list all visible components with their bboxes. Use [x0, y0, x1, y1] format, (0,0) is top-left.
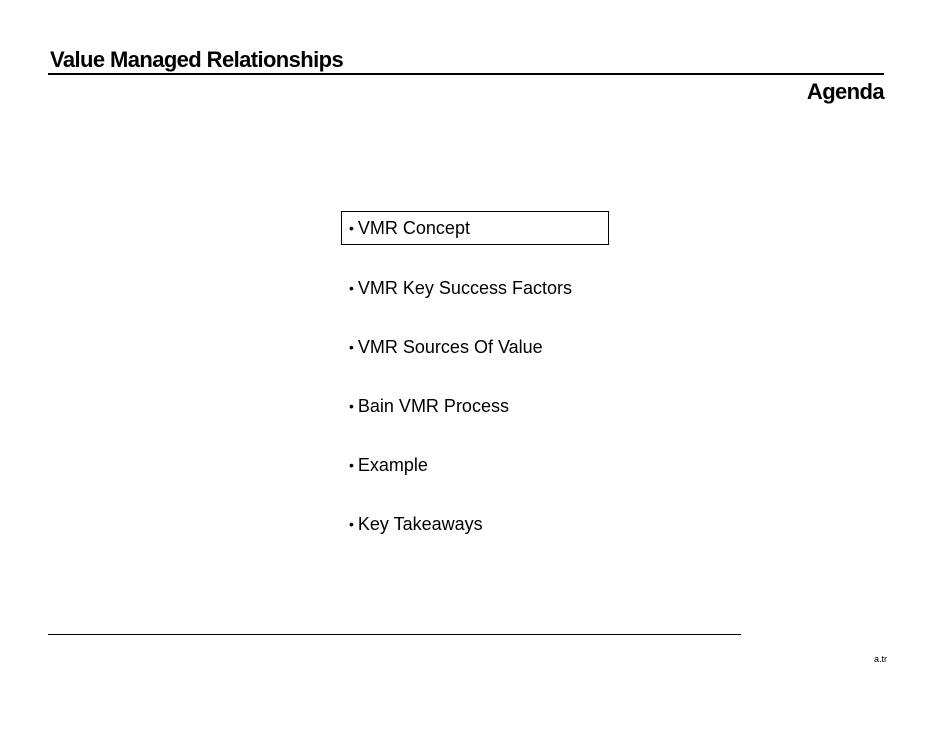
agenda-item-key-takeaways	[341, 507, 609, 541]
document-title: Value Managed Relationships	[50, 47, 344, 72]
bullet-icon: •	[349, 398, 354, 414]
bullet-icon: •	[349, 457, 354, 473]
bullet-icon: •	[349, 280, 354, 296]
bullet-icon: •	[349, 516, 354, 532]
agenda-item-label: VMR Sources Of Value	[357, 337, 543, 357]
section-title: Agenda	[806, 79, 884, 104]
page-number: a.tr	[874, 654, 888, 664]
title-divider	[48, 73, 884, 75]
bullet-icon: •	[349, 339, 354, 355]
agenda-item-key-success-factors	[341, 271, 609, 305]
agenda-item-sources-of-value	[341, 330, 609, 364]
bullet-icon: •	[349, 220, 354, 236]
agenda-item-label: VMR Key Success Factors	[357, 278, 572, 298]
agenda-item-label: VMR Concept	[357, 218, 470, 238]
footer-divider	[48, 634, 741, 635]
agenda-item-label: Key Takeaways	[357, 514, 483, 534]
agenda-item-label: Example	[357, 455, 428, 475]
agenda-item-label: Bain VMR Process	[357, 396, 509, 416]
agenda-item-bain-vmr-process	[341, 389, 609, 423]
agenda-item-vmr-concept	[341, 211, 609, 245]
agenda-item-example	[341, 448, 609, 482]
